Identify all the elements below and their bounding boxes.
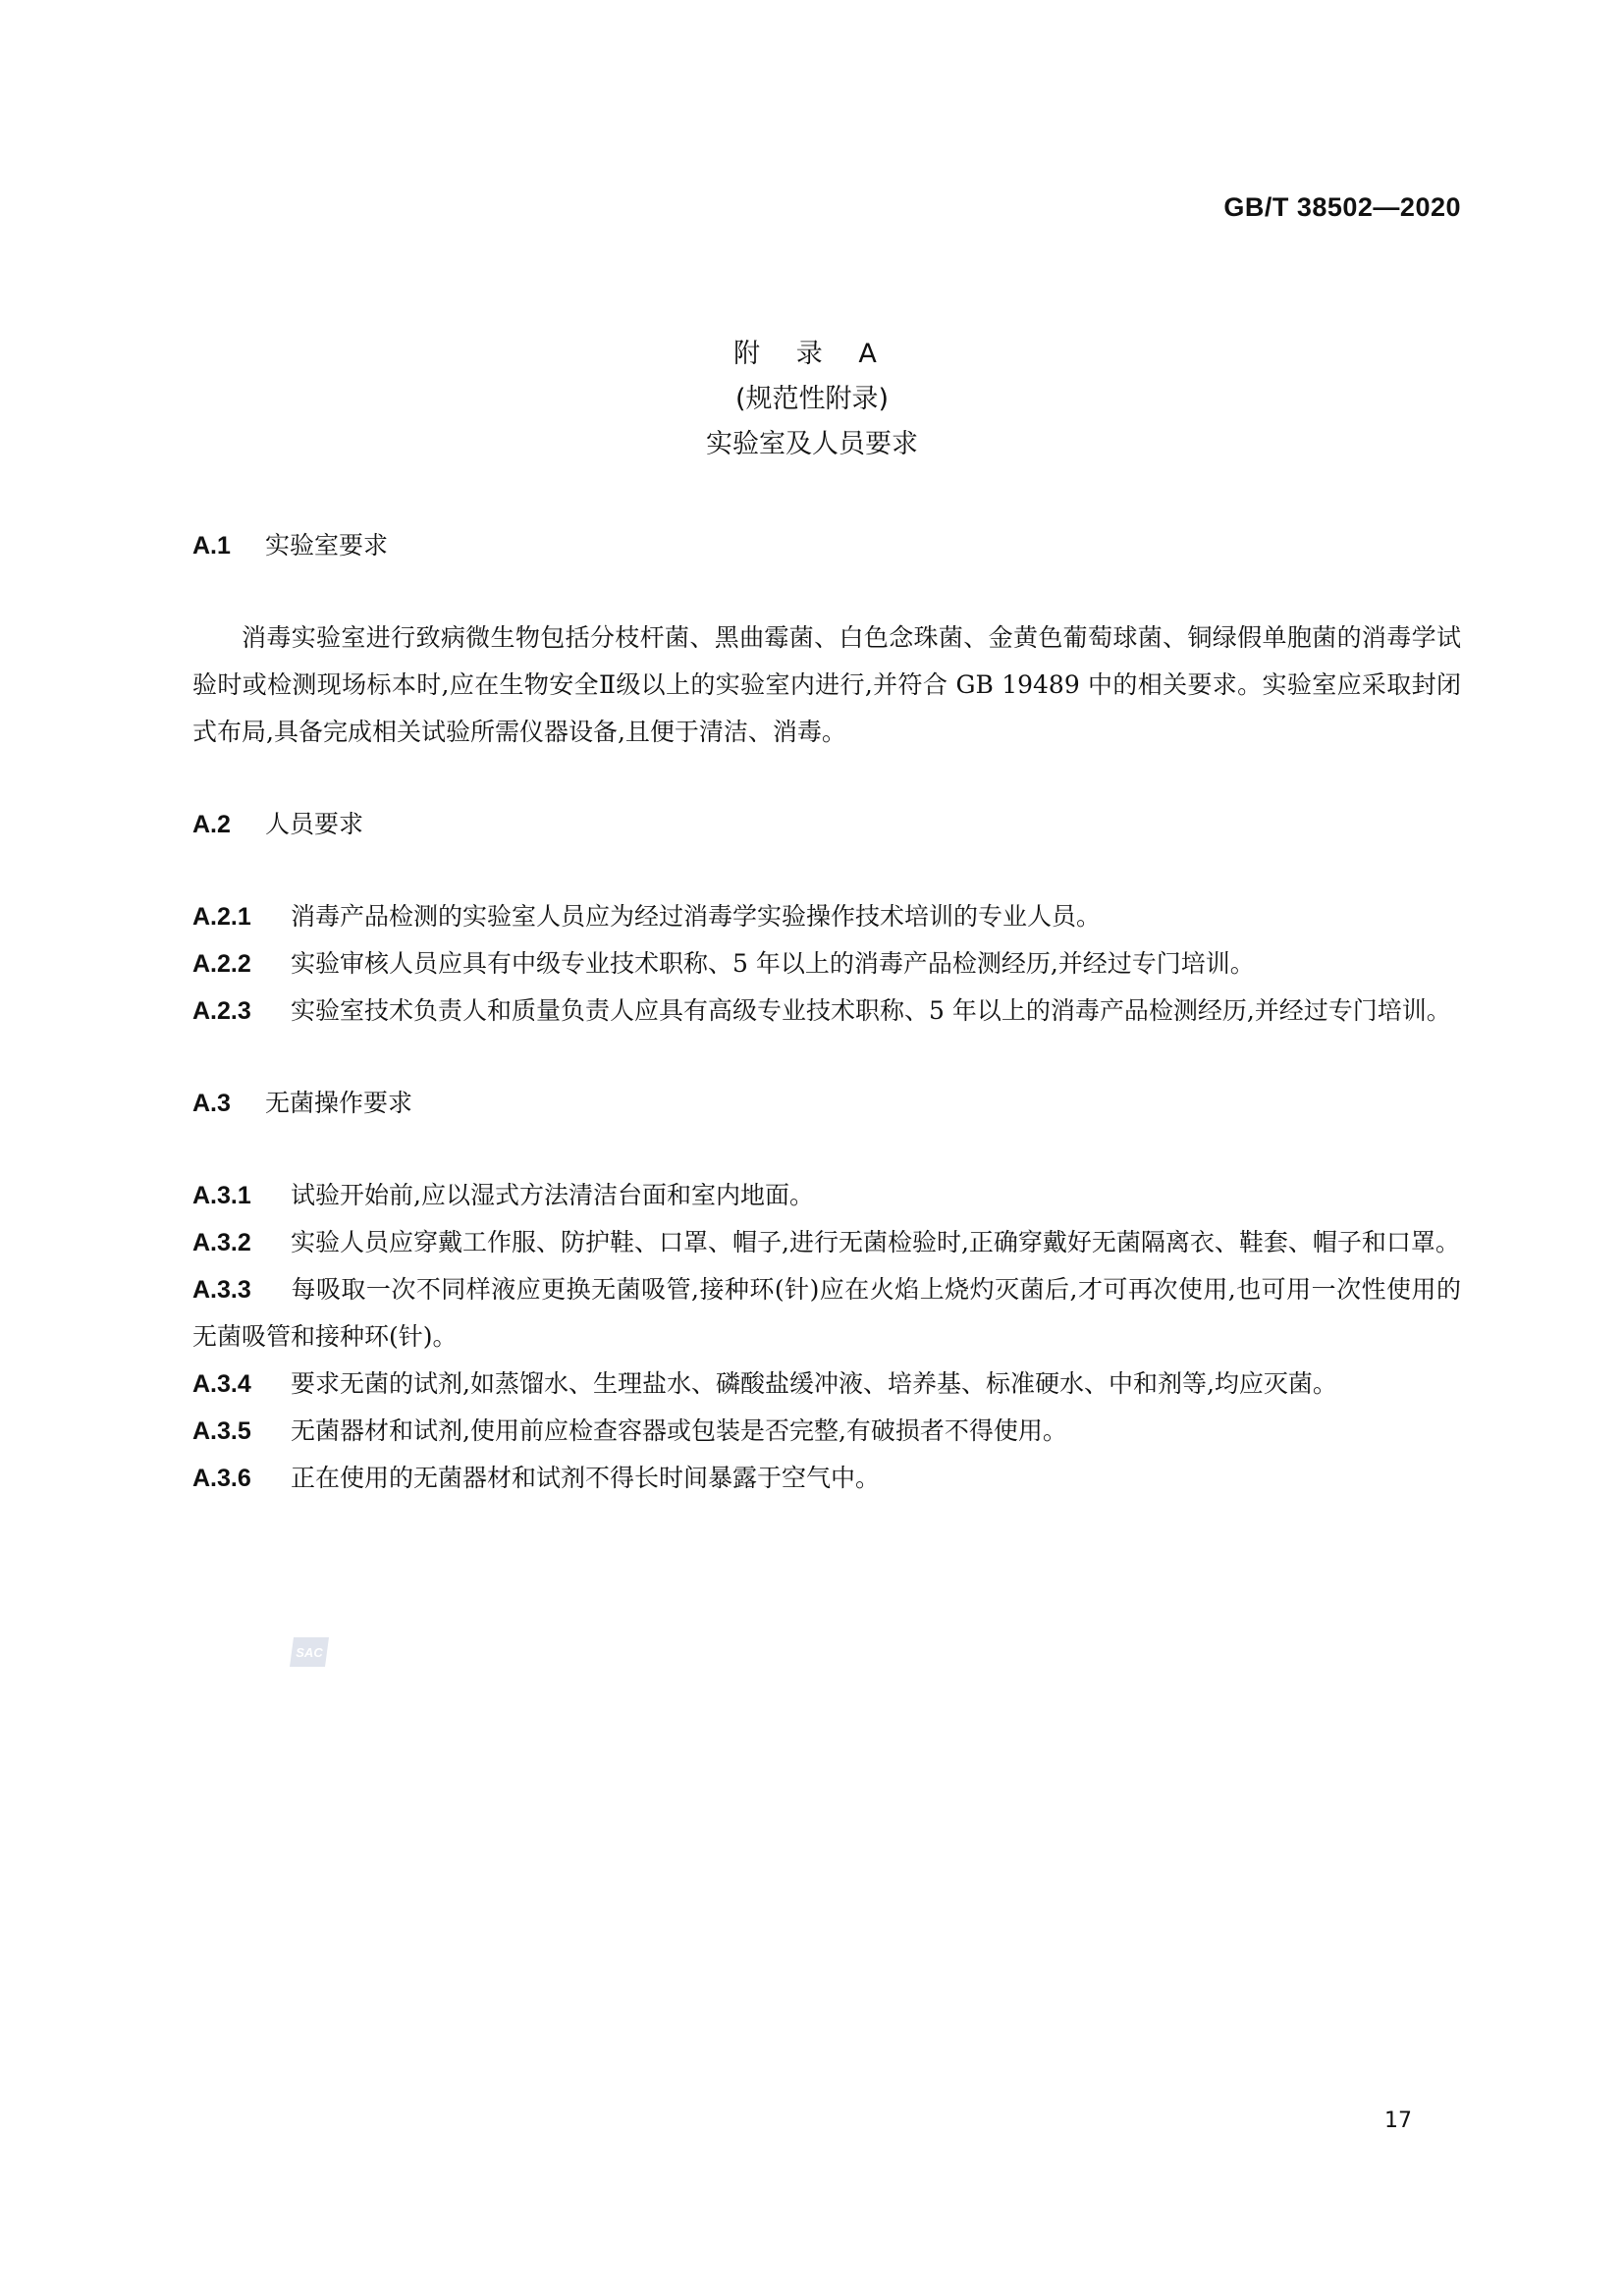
- clause-item: [192, 1172, 1461, 1219]
- clause-text: 无菌器材和试剂,使用前应检查容器或包装是否完整,有破损者不得使用。: [291, 1416, 1067, 1445]
- clause-text: 试验开始前,应以湿式方法清洁台面和室内地面。: [291, 1181, 814, 1209]
- clause-item: [192, 1455, 1461, 1502]
- clause-text: 正在使用的无菌器材和试剂不得长时间暴露于空气中。: [291, 1464, 881, 1492]
- section-title: 无菌操作要求: [265, 1089, 413, 1117]
- clause-text: 消毒产品检测的实验室人员应为经过消毒学实验操作技术培训的专业人员。: [291, 902, 1102, 931]
- appendix-heading: [0, 332, 1624, 467]
- clause-text: 实验室技术负责人和质量负责人应具有高级专业技术职称、5 年以上的消毒产品检测经历,并经过专门培训。: [291, 996, 1451, 1025]
- appendix-type: (规范性附录): [734, 384, 890, 414]
- appendix-title: 实验室及人员要求: [706, 429, 918, 459]
- section-title: 人员要求: [265, 810, 364, 838]
- clause-number: A.2.2: [192, 950, 251, 978]
- clause-item: [192, 1408, 1461, 1455]
- watermark-text: SAC: [296, 1645, 323, 1660]
- clause-list-a2: [192, 893, 1461, 1035]
- section-heading-a2: [192, 801, 1461, 848]
- section-heading-a1: [192, 522, 1461, 569]
- clause-number: A.3.5: [192, 1417, 251, 1445]
- clause-item: [192, 1266, 1461, 1361]
- clause-item: [192, 1361, 1461, 1408]
- clause-item: [192, 940, 1461, 988]
- document-body: [192, 522, 1461, 1547]
- clause-number: A.3.2: [192, 1229, 251, 1256]
- section-number: A.1: [192, 532, 231, 560]
- clause-number: A.2.1: [192, 903, 251, 931]
- sac-watermark-logo: [288, 1633, 333, 1671]
- clause-number: A.3.6: [192, 1465, 251, 1492]
- clause-text: 每吸取一次不同样液应更换无菌吸管,接种环(针)应在火焰上烧灼灭菌后,才可再次使用,也可用一次性使用的无菌吸管和接种环(针)。: [192, 1275, 1461, 1351]
- clause-number: A.3.1: [192, 1182, 251, 1209]
- section-heading-a3: [192, 1080, 1461, 1127]
- clause-text: 实验人员应穿戴工作服、防护鞋、口罩、帽子,进行无菌检验时,正确穿戴好无菌隔离衣、鞋套、帽子和口罩。: [291, 1228, 1460, 1256]
- clause-number: A.3.3: [192, 1276, 251, 1304]
- section-paragraph: 消毒实验室进行致病微生物包括分枝杆菌、黑曲霉菌、白色念珠菌、金黄色葡萄球菌、铜绿假单胞菌的消毒学试验时或检测现场标本时,应在生物安全Ⅱ级以上的实验室内进行,并符合 GB 19489 中的相关要求。实验室应采取封闭式布局,具备完成相关试验所需仪器设备,且便于清洁、消毒。: [192, 623, 1461, 746]
- section-number: A.2: [192, 811, 231, 838]
- clause-item: [192, 893, 1461, 940]
- section-title: 实验室要求: [265, 531, 389, 560]
- standard-code: GB/T 38502—2020: [1223, 192, 1461, 222]
- clause-item: [192, 1219, 1461, 1266]
- clause-text: 要求无菌的试剂,如蒸馏水、生理盐水、磷酸盐缓冲液、培养基、标准硬水、中和剂等,均应灭菌。: [291, 1369, 1337, 1398]
- section-number: A.3: [192, 1090, 231, 1117]
- page-number: 17: [1384, 2109, 1412, 2133]
- clause-text: 实验审核人员应具有中级专业技术职称、5 年以上的消毒产品检测经历,并经过专门培训。: [291, 949, 1255, 978]
- clause-list-a3: [192, 1172, 1461, 1502]
- clause-item: [192, 988, 1461, 1035]
- appendix-label: 附 录 A: [733, 339, 891, 369]
- clause-number: A.2.3: [192, 997, 251, 1025]
- clause-number: A.3.4: [192, 1370, 251, 1398]
